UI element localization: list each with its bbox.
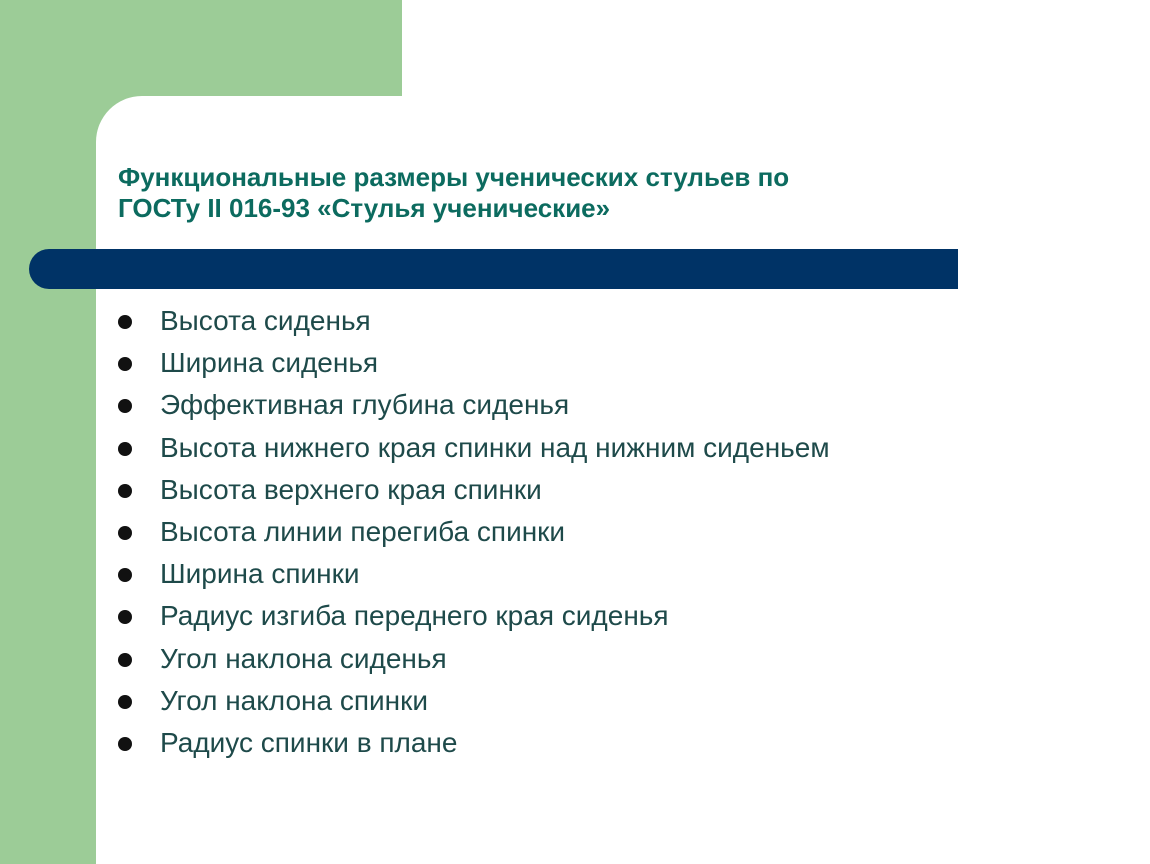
- bullet-dot-icon: [118, 357, 132, 371]
- bullet-text: Высота верхнего края спинки: [160, 473, 542, 505]
- bullet-text: Ширина спинки: [160, 558, 360, 590]
- bullet-text: Ширина сиденья: [160, 347, 379, 379]
- slide-title-line-1: Функциональные размеры ученических стульев по: [118, 162, 790, 192]
- bullet-text: Высота линии перегиба спинки: [160, 515, 566, 547]
- bullet-item: [116, 300, 830, 342]
- bullet-text: Радиус спинки в плане: [160, 726, 458, 758]
- bullet-item: [116, 384, 830, 426]
- bullet-list: [116, 300, 830, 764]
- bullet-dot-icon: [118, 695, 132, 709]
- bullet-dot-icon: [118, 653, 132, 667]
- bullet-dot-icon: [118, 526, 132, 540]
- slide-title: [118, 162, 938, 224]
- bullet-dot-icon: [118, 484, 132, 498]
- bullet-item: [116, 511, 830, 553]
- bullet-item: [116, 638, 830, 680]
- slide-title-line-2: ГОСТу II 016-93 «Стулья ученические»: [118, 193, 611, 223]
- bullet-item: [116, 680, 830, 722]
- bullet-dot-icon: [118, 568, 132, 582]
- bullet-text: Радиус изгиба переднего края сиденья: [160, 600, 669, 632]
- bullet-dot-icon: [118, 399, 132, 413]
- bullet-item: [116, 469, 830, 511]
- bullet-text: Угол наклона сиденья: [160, 642, 447, 674]
- title-divider-bar: [29, 249, 958, 289]
- bullet-item: [116, 427, 830, 469]
- bullet-item: [116, 595, 830, 637]
- bullet-item: [116, 722, 830, 764]
- bullet-text: Высота нижнего края спинки над нижним сиденьем: [160, 431, 830, 463]
- bullet-dot-icon: [118, 737, 132, 751]
- bullet-text: Угол наклона спинки: [160, 684, 428, 716]
- bullet-dot-icon: [118, 442, 132, 456]
- bullet-dot-icon: [118, 610, 132, 624]
- bullet-text: Эффективная глубина сиденья: [160, 389, 570, 421]
- bullet-dot-icon: [118, 315, 132, 329]
- bullet-item: [116, 342, 830, 384]
- bullet-item: [116, 553, 830, 595]
- bullet-text: Высота сиденья: [160, 305, 371, 336]
